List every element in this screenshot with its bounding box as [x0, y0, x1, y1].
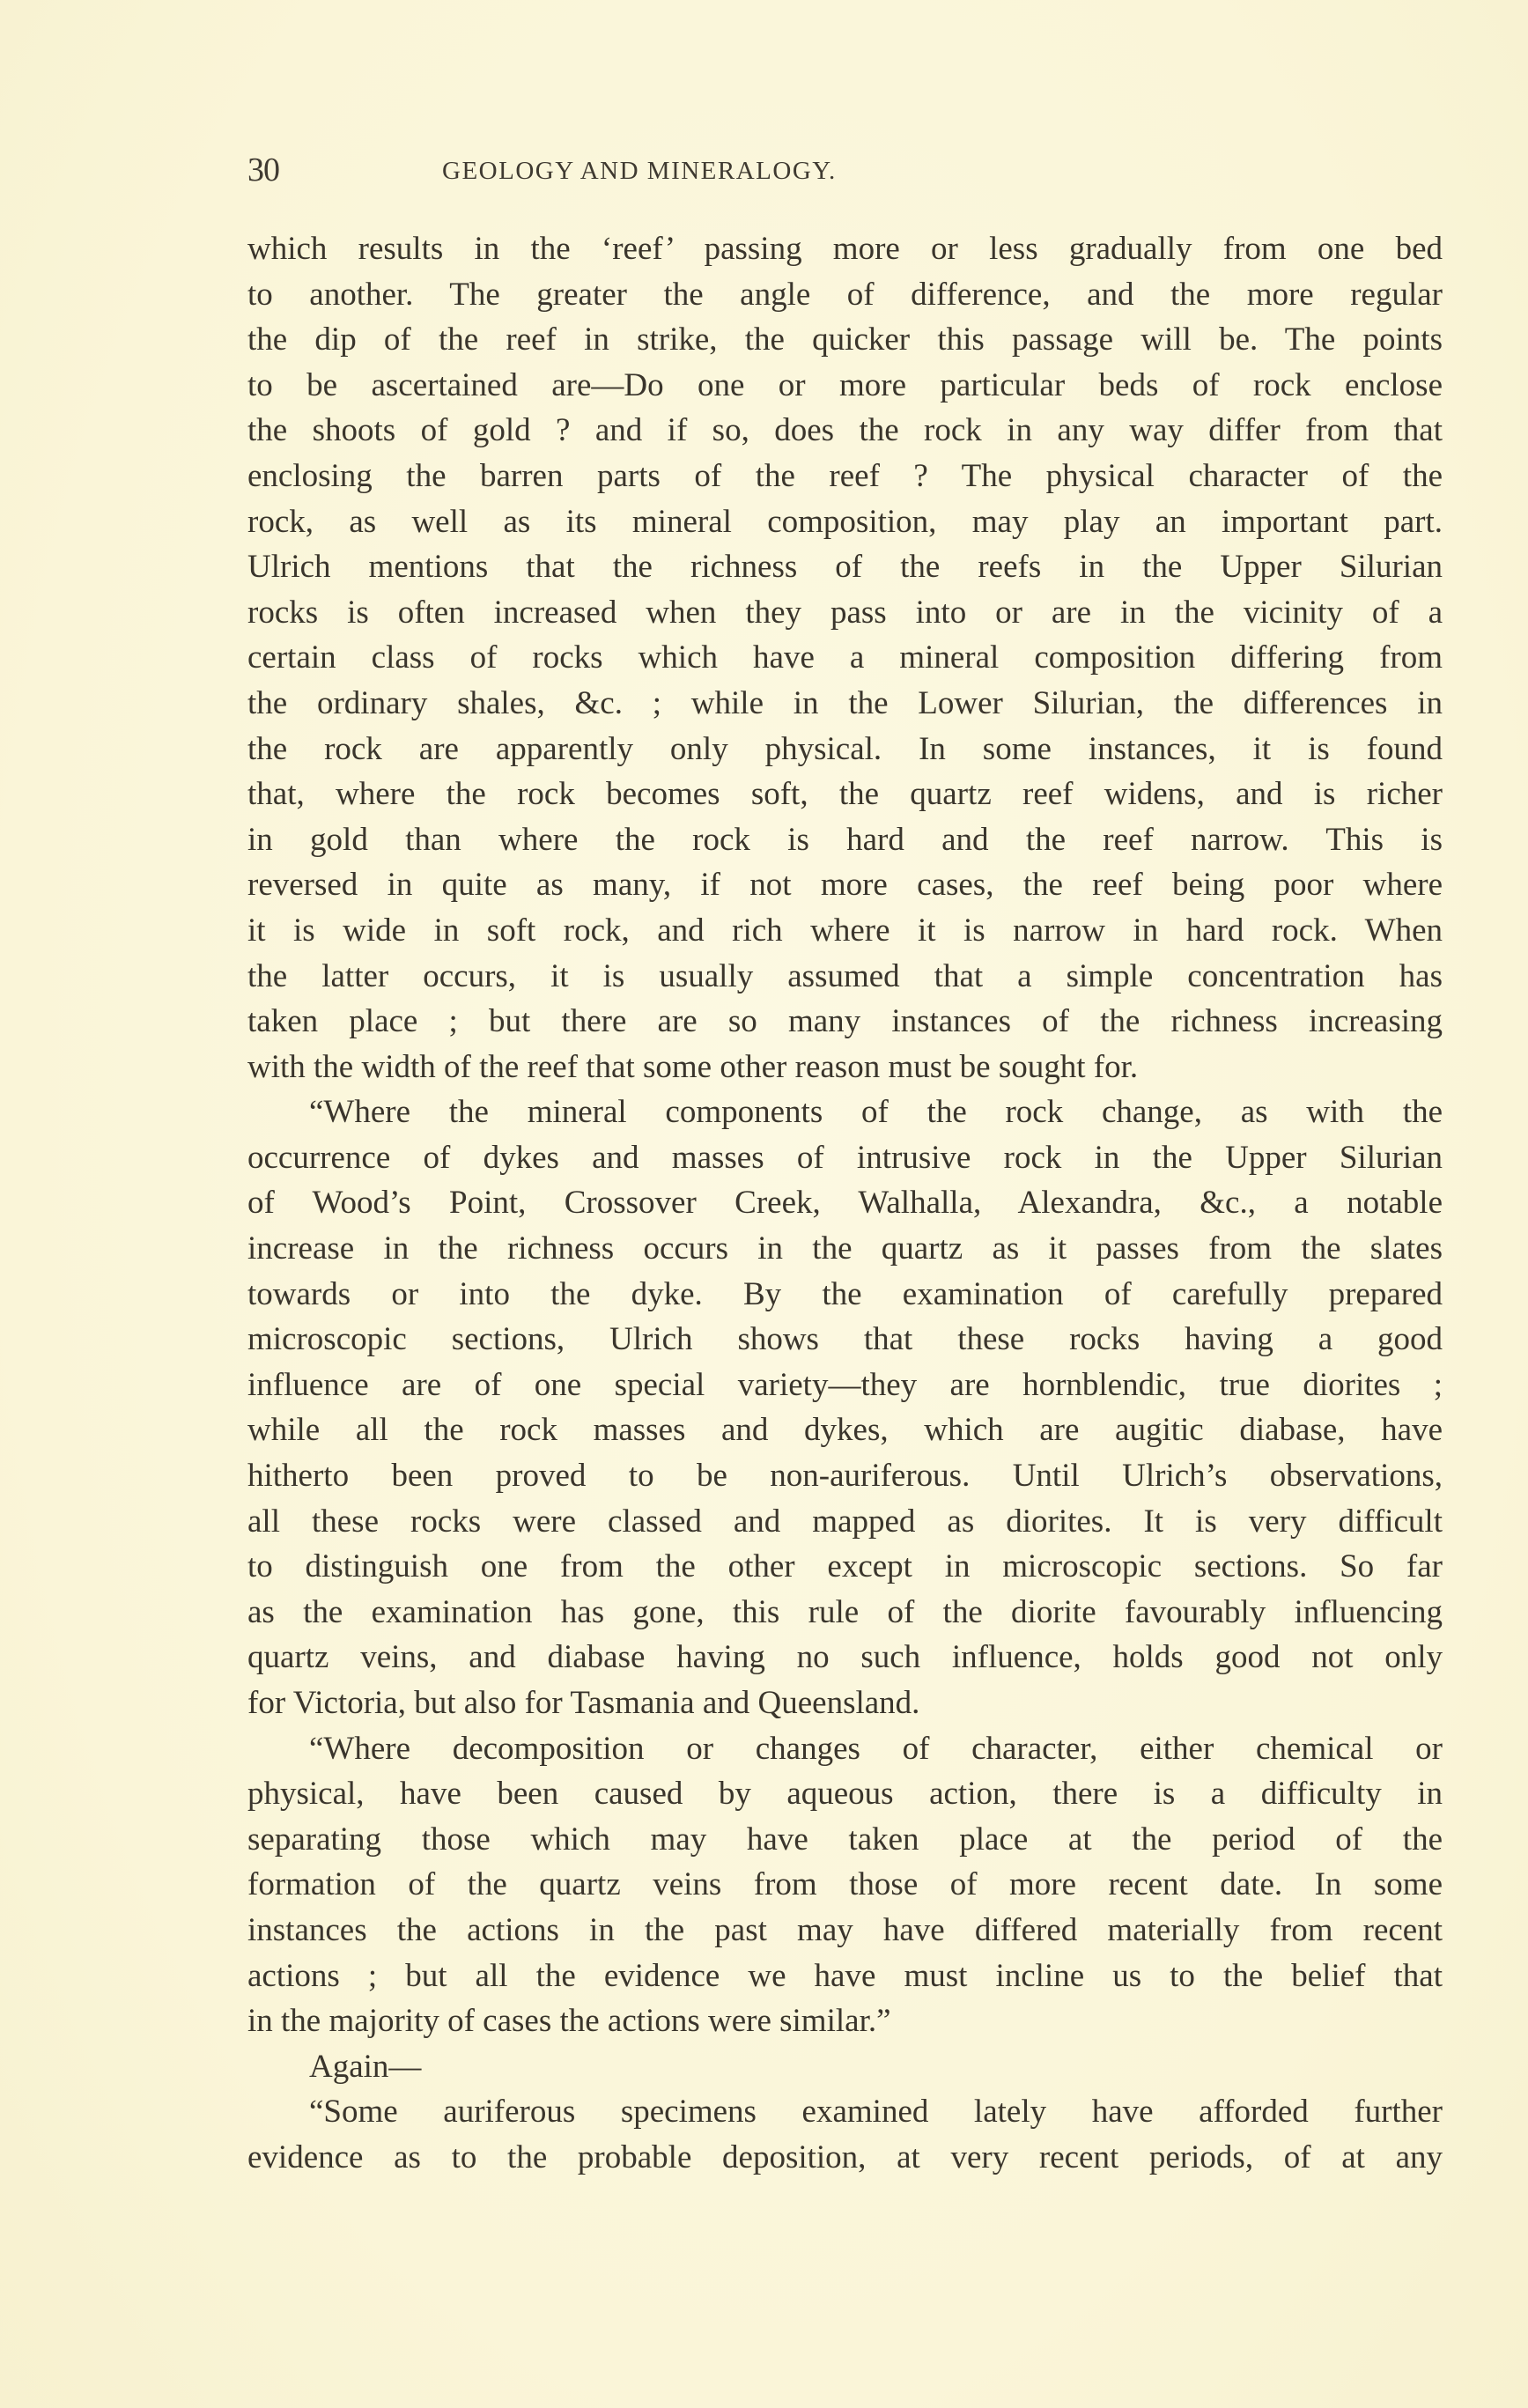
text-line: to be ascertained are—Do one or more particular beds of rock enclose	[247, 366, 1443, 403]
text-line: as the examination has gone, this rule of the diorite favourably influencing	[247, 1593, 1443, 1630]
running-title: GEOLOGY AND MINERALOGY.	[442, 157, 837, 185]
text-line: separating those which may have taken place at the period of the	[247, 1821, 1443, 1858]
text-line: Ulrich mentions that the richness of the reefs in the Upper Silurian	[247, 549, 1443, 586]
text-line: of Wood’s Point, Crossover Creek, Walhalla, Alexandra, &c., a notable	[247, 1185, 1443, 1222]
paragraph-line-again: Again—	[309, 2048, 422, 2085]
text-line: the shoots of gold ? and if so, does the rock in any way differ from that	[247, 412, 1443, 449]
text-line: taken place ; but there are so many instances of the richness increasing	[247, 1003, 1443, 1040]
paragraph-start-line: “Where decomposition or changes of character, either chemical or	[309, 1730, 1443, 1767]
text-line: all these rocks were classed and mapped as diorites. It is very difficult	[247, 1503, 1443, 1540]
text-line: formation of the quartz veins from those of more recent date. In some	[247, 1866, 1443, 1903]
text-line: microscopic sections, Ulrich shows that these rocks having a good	[247, 1321, 1443, 1358]
text-line: to another. The greater the angle of difference, and the more regular	[247, 276, 1443, 313]
text-line: the dip of the reef in strike, the quicker this passage will be. The points	[247, 321, 1443, 358]
text-line: physical, have been caused by aqueous action, there is a difficulty in	[247, 1776, 1443, 1813]
paragraph-start-line: “Some auriferous specimens examined lately have afforded further	[309, 2094, 1443, 2131]
text-line: rocks is often increased when they pass into or are in the vicinity of a	[247, 594, 1443, 631]
paragraph-end-line: in the majority of cases the actions were similar.”	[247, 2003, 891, 2040]
page-number: 30	[247, 151, 279, 188]
text-line: influence are of one special variety—they are hornblendic, true diorites ;	[247, 1366, 1443, 1403]
text-line: the rock are apparently only physical. In some instances, it is found	[247, 730, 1443, 767]
paragraph-end-line: with the width of the reef that some other reason must be sought for.	[247, 1048, 1139, 1085]
text-line: in gold than where the rock is hard and the reef narrow. This is	[247, 821, 1443, 858]
text-line: which results in the ‘reef’ passing more or less gradually from one bed	[247, 231, 1443, 267]
text-line: certain class of rocks which have a mineral composition differing from	[247, 639, 1443, 676]
text-line: the latter occurs, it is usually assumed that a simple concentration has	[247, 957, 1443, 994]
text-line: evidence as to the probable deposition, at very recent periods, of at any	[247, 2138, 1443, 2175]
text-line: it is wide in soft rock, and rich where it is narrow in hard rock. When	[247, 912, 1443, 949]
text-line: instances the actions in the past may have differed materially from recent	[247, 1911, 1443, 1948]
text-line: reversed in quite as many, if not more cases, the reef being poor where	[247, 867, 1443, 904]
text-line: rock, as well as its mineral composition, may play an important part.	[247, 503, 1443, 540]
text-line: increase in the richness occurs in the quartz as it passes from the slates	[247, 1230, 1443, 1267]
text-line: hitherto been proved to be non-auriferous. Until Ulrich’s observations,	[247, 1458, 1443, 1495]
paragraph-start-line: “Where the mineral components of the rock change, as with the	[309, 1094, 1443, 1131]
text-line: occurrence of dykes and masses of intrusive rock in the Upper Silurian	[247, 1139, 1443, 1176]
body-text	[247, 226, 1443, 2181]
running-head	[247, 148, 1443, 192]
text-line: enclosing the barren parts of the reef ? The physical character of the	[247, 457, 1443, 494]
text-line: that, where the rock becomes soft, the quartz reef widens, and is richer	[247, 776, 1443, 813]
text-line: to distinguish one from the other except in microscopic sections. So far	[247, 1548, 1443, 1585]
text-line: while all the rock masses and dykes, which are augitic diabase, have	[247, 1412, 1443, 1449]
text-line: the ordinary shales, &c. ; while in the Lower Silurian, the differences in	[247, 684, 1443, 721]
text-line: actions ; but all the evidence we have must incline us to the belief that	[247, 1957, 1443, 1994]
text-line: quartz veins, and diabase having no such influence, holds good not only	[247, 1639, 1443, 1676]
paragraph-end-line: for Victoria, but also for Tasmania and Queensland.	[247, 1685, 920, 1721]
text-line: towards or into the dyke. By the examination of carefully prepared	[247, 1275, 1443, 1312]
